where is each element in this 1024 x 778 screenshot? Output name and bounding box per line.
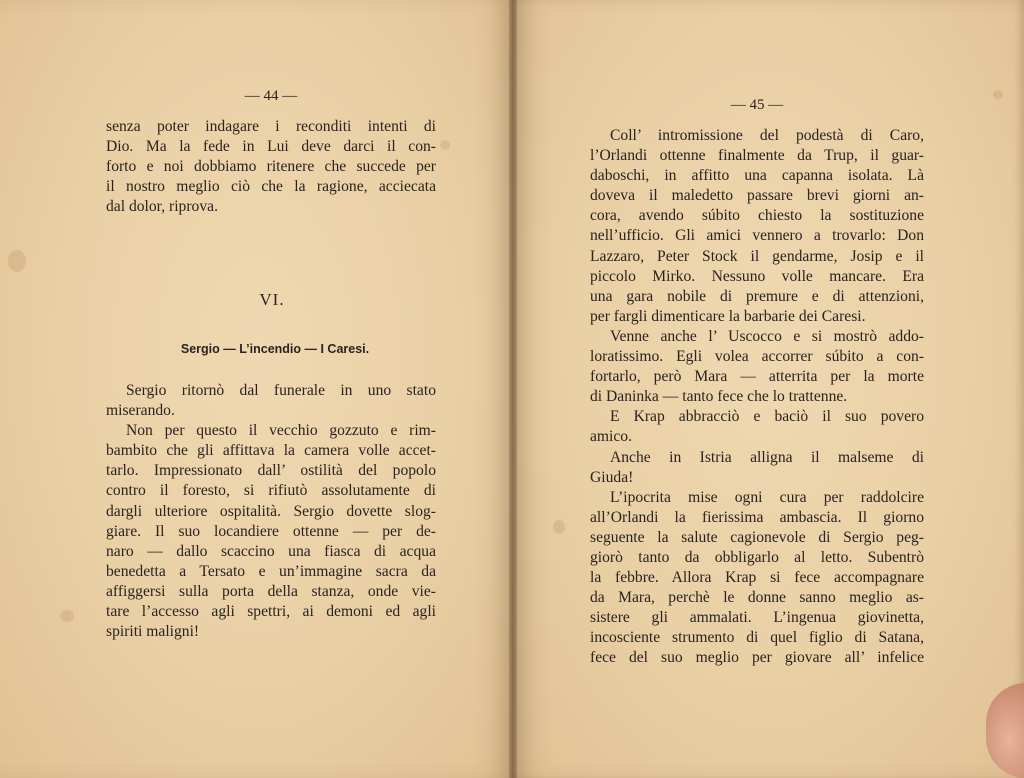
text-line: Anche in Istria alligna il malseme di [610, 448, 924, 466]
text-line: giorò tanto da obbligarlo al letto. Subentrò [590, 548, 924, 566]
text-line: cora, avendo súbito chiesto la sostituzione [590, 207, 924, 225]
text-line: per fargli dimenticare la barbarie dei Caresi. [590, 307, 866, 325]
foxing-stain [60, 610, 74, 622]
text-line: da Mara, perchè le donne sanno meglio as- [590, 589, 924, 607]
text-line: amico. [590, 428, 632, 446]
text-line: Dio. Ma la fede in Lui deve darci il con- [106, 138, 436, 156]
text-line: forto e noi dobbiamo ritenere che succede per [106, 158, 436, 176]
text-line: E Krap abbracciò e baciò il suo povero [610, 408, 924, 426]
text-line: Venne anche l’ Uscocco e si mostrò addo- [610, 327, 924, 345]
thumb-holding-page [986, 683, 1024, 778]
page-number: — 45 — [730, 97, 784, 113]
text-line: incosciente strumento di quel figlio di Satana, [590, 629, 924, 647]
text-line: seguente la salute cagionevole di Sergio peg- [590, 528, 924, 546]
text-line: dargli ulteriore ospitalità. Sergio dovette slog- [106, 502, 436, 520]
text-line: la febbre. Allora Krap si fece accompagnare [590, 569, 924, 587]
text-line: Coll’ intromissione del podestà di Caro, [610, 127, 924, 144]
text-line: sistere gli ammalati. L’ingenua giovinetta, [590, 609, 924, 627]
chapter-body [106, 381, 436, 642]
text-line: nell’ufficio. Gli amici vennero a trovarlo: Don [590, 227, 924, 245]
text-line: loratissimo. Egli volea accorrer súbito a con- [590, 348, 924, 366]
text-line: Non per questo il vecchio gozzuto e rim- [126, 422, 436, 440]
right-page [513, 0, 1024, 778]
text-line: di Daninka — tanto fece che lo trattenne. [590, 388, 848, 406]
text-line: Lazzaro, Peter Stock il gendarme, Josip e il [590, 247, 924, 265]
text-line: dal dolor, riprova. [106, 198, 218, 216]
chapter-number: VI. [259, 290, 285, 309]
text-line: benedetta a Tersato e un’immagine sacra da [106, 562, 436, 580]
text-line: daboschi, in affitto una capanna isolata. Là [590, 167, 924, 185]
foxing-stain [440, 140, 450, 150]
text-line: il nostro meglio ciò che la ragione, acciecata [106, 178, 436, 196]
text-line: tarlo. Impressionato dall’ ostilità del popolo [106, 462, 436, 480]
text-line: piccolo Mirko. Nessuno volle mancare. Era [590, 267, 924, 285]
foxing-stain [553, 520, 565, 534]
chapter-title: Sergio — L’incendio — I Caresi. [180, 342, 370, 356]
text-line: miserando. [106, 402, 175, 420]
text-line: all’Orlandi la fierissima ambascia. Il giorno [590, 508, 924, 526]
text-line: doveva il maledetto passare brevi giorni an- [590, 187, 924, 205]
text-line: Giuda! [590, 468, 634, 486]
text-line: L’ipocrita mise ogni cura per raddolcire [610, 488, 924, 506]
text-line: affiggersi sulla porta della stanza, onde vie- [106, 582, 436, 600]
text-line: fece del suo meglio per giovare all’ infelice [590, 649, 924, 667]
page-number: — 44 — [244, 88, 298, 104]
text-line: bambito che gli affittava la camera volle accet- [106, 442, 436, 460]
text-line: fortarlo, però Mara — atterrita per la morte [590, 368, 924, 386]
text-line: naro — dallo scaccino una fiasca di acqua [106, 542, 436, 560]
text-line: senza poter indagare i reconditi intenti di [106, 118, 436, 135]
text-line: l’Orlandi ottenne finalmente da Trup, il guar- [590, 147, 924, 165]
book-gutter [509, 0, 517, 778]
text-line: spiriti maligni! [106, 623, 200, 641]
text-line: contro il foresto, si rifiutò assolutamente di [106, 482, 436, 500]
foxing-stain [8, 250, 26, 272]
paragraph-continuation [106, 117, 436, 217]
text-line: tare l’accesso agli spettri, ai demoni ed agli [106, 603, 436, 621]
text-line: una gara nobile di premure e di attenzioni, [590, 287, 924, 305]
text-line: giare. Il suo locandiere ottenne — per de- [106, 522, 436, 540]
foxing-stain [993, 90, 1003, 99]
text-line: Sergio ritornò dal funerale in uno stato [126, 382, 436, 399]
page-body [590, 126, 924, 669]
